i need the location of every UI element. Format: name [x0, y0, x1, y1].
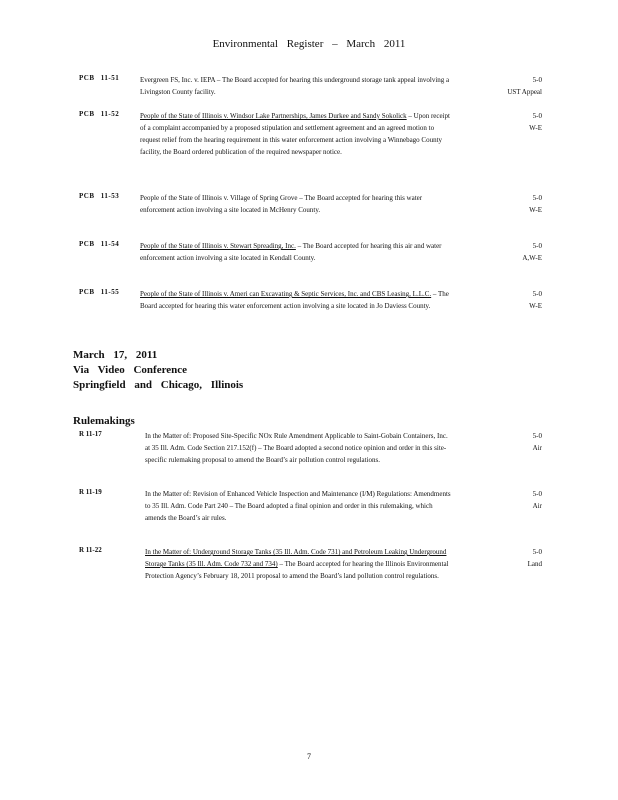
case-summary: People of the State of Illinois v. Village of Spring Grove – The Board accepted for hearing this water enforcement action involving a site located in McHenry County. — [140, 194, 423, 214]
meeting-mode: Via Video Conference — [73, 364, 188, 376]
meeting-locations: Springfield and Chicago, Illinois — [73, 379, 244, 391]
vote-info — [529, 288, 542, 312]
meeting-date: March 17, 2011 — [73, 349, 158, 361]
rulemaking-description: In the Matter of: Proposed Site-Specific NOx Rule Amendment Applicable to Saint-Gobain Containers, Inc. at 35 Ill. Adm. Code Section 217.152(f) – The Board adopted a second notice opinion and order in this site-specific rulemaking proposal to amend the Board’s air pollution control regulations. — [145, 432, 448, 464]
case-category: A,W-E — [522, 254, 542, 262]
case-description — [140, 288, 452, 312]
vote-info — [533, 488, 542, 512]
case-summary: – Upon receipt of a complaint accompanied by a proposed stipulation and settlement agreement and an agreed motion to request relief from the hearing requirement in this water enforcement action involving a Winnebago County facility, the Board ordered publication of the required newspaper notice. — [140, 112, 451, 156]
vote-count: 5-0 — [532, 432, 542, 440]
case-description — [140, 240, 452, 264]
page-header: Environmental Register – March 2011 — [212, 38, 406, 50]
section-title: Rulemakings — [73, 415, 135, 427]
vote-info — [529, 110, 542, 134]
case-description — [140, 110, 452, 158]
vote-info — [507, 74, 542, 98]
case-title: People of the State of Illinois v. Windsor Lake Partnerships, James Durkee and Sandy Sokolick — [140, 112, 407, 120]
meeting-header — [73, 348, 243, 393]
case-summary: Evergreen FS, Inc. v. IEPA – The Board accepted for hearing this underground storage tank appeal involving a Livingston County facility. — [140, 76, 450, 96]
case-description — [140, 192, 452, 216]
rulemaking-category: Land — [527, 560, 542, 568]
vote-count: 5-0 — [532, 242, 542, 250]
case-category: W-E — [529, 206, 542, 214]
case-number: PCB 11-53 — [79, 192, 120, 200]
rulemaking-category: Air — [532, 502, 542, 510]
case-category: W-E — [529, 302, 542, 310]
rulemaking-description: In the Matter of: Revision of Enhanced Vehicle Inspection and Maintenance (I/M) Regulations: Amendments to 35 Ill. Adm. Code Part 240 – The Board adopted a final opinion and order in this rulemaking, which amends the Board’s air rules. — [145, 490, 451, 522]
case-number: PCB 11-54 — [79, 240, 120, 248]
vote-info — [522, 240, 542, 264]
rulemaking-number: R 11-17 — [79, 430, 102, 438]
rulemaking-number: R 11-19 — [79, 488, 102, 496]
case-category: W-E — [529, 124, 542, 132]
case-number: PCB 11-55 — [79, 288, 120, 296]
case-summary: – The Board accepted for hearing this water enforcement action involving a site located in Jo Daviess County. — [140, 290, 449, 310]
rulemaking-summary: – The Board accepted for hearing the Illinois Environmental Protection Agency’s February 18, 2011 proposal to amend the Board’s land pollution control regulations. — [145, 560, 449, 580]
rulemaking-title: In the Matter of: Underground Storage Tanks (35 Ill. Adm. Code 731) and Petroleum Leaking Underground Storage Tanks (35 Ill. Adm. Code 732 and 734) — [145, 548, 447, 568]
case-title: People of the State of Illinois v. Ameri can Excavating & Septic Services, Inc. and CBS Leasing, L.L.C. — [140, 290, 432, 298]
case-number: PCB 11-52 — [79, 110, 120, 118]
vote-info — [533, 430, 542, 454]
case-description — [140, 74, 452, 98]
case-title: People of the State of Illinois v. Stewart Spreading, Inc. — [140, 242, 296, 250]
rulemaking-category: Air — [532, 444, 542, 452]
case-category: UST Appeal — [507, 88, 542, 96]
vote-count: 5-0 — [532, 548, 542, 556]
vote-info — [528, 546, 542, 570]
page-number: 7 — [307, 752, 311, 761]
rulemaking-number: R 11-22 — [79, 546, 102, 554]
vote-count: 5-0 — [532, 112, 542, 120]
vote-count: 5-0 — [532, 490, 542, 498]
vote-count: 5-0 — [532, 76, 542, 84]
rulemaking-description — [145, 546, 452, 582]
vote-count: 5-0 — [532, 194, 542, 202]
vote-count: 5-0 — [532, 290, 542, 298]
case-summary: – The Board accepted for hearing this air and water enforcement action involving a site located in Kendall County. — [140, 242, 442, 262]
case-number: PCB 11-51 — [79, 74, 120, 82]
vote-info — [529, 192, 542, 216]
